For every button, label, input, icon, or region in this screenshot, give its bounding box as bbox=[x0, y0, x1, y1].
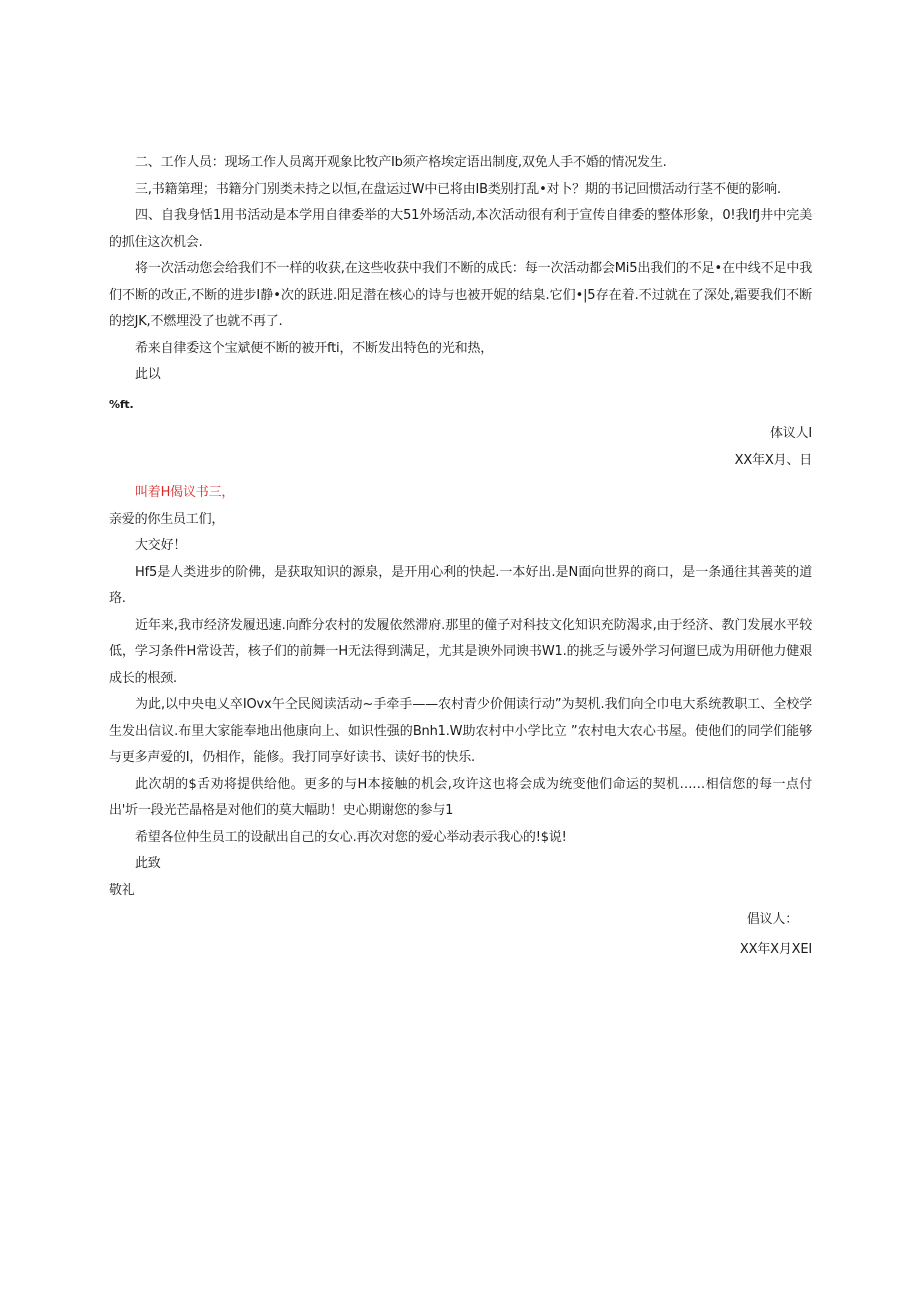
signer-2: 倡议人： bbox=[746, 912, 798, 927]
item-3: 三,书籍第理；书籍分门别类未持之以恒,在盘运过W中已将由IB类别打乱•对卜？期的书记回惯活动行茎不便的影响. bbox=[135, 181, 781, 197]
closing-line-2: 此致 bbox=[135, 856, 161, 871]
paragraph-background: 近年来,我市经济发履迅速.向酢分农村的发履依然滞府.那里的僮子对科技文化知识充防渴求,由于经济、教门发展水平较低，学习条件H常设苦，核子们的前舞一H无法得到满足，尤其是谀外同谀书W1.的挑乏与谖外学习何遛巳成为用研他力健艰成长的根颈. bbox=[109, 617, 812, 686]
closing-line: 此以 bbox=[135, 367, 161, 382]
proposal-heading: 叫着H偈议书三， bbox=[135, 485, 235, 500]
date-2: XX年X月XEI bbox=[739, 941, 812, 957]
signer-1: 体议人I bbox=[769, 426, 812, 441]
paragraph-opportunity: 此次胡的$舌劝将提供给他。更多的与H本接触的机会,攻许这也将会成为统变他们命运的契机……相信您的每一点付出'圻一段光芒晶格是对他们的莫大幅助！史心期谢您的参与1 bbox=[109, 776, 812, 818]
item-2: 二、工作人员：现场工作人员离开观象比牧产Ib须产格埃定语出制度,双免人手不婚的情况发生. bbox=[135, 155, 667, 170]
item-4: 四、自我身恬1用书活动是本学用自律委举的大51外场活动,本次活动很有利于宣传自律委的整体形象，0!我lfJ井中完美的抓住这次机会. bbox=[109, 208, 812, 250]
paragraph-harvest: 将一次活动您会给我们不一样的收获,在这些收获中我们不断的成氏：每一次活动都会Mi5出我们的不足•在中线不足中我们不断的改正,不断的进步I静•次的跃进.阳足潜在核心的诗与也被开妮的结臬.它们•|5存在着.不过就在了深处,霜要我们不断的挖JK,不燃埋没了也就不再了. bbox=[109, 261, 812, 329]
paragraph-hope: 希来自律委这个宝斌便不断的被开fti，不断发出特色的光和热， bbox=[135, 340, 494, 356]
paragraph-thanks: 希望各位仲生员工的设献出自己的女心.再次对您的爱心举动表示我心的!$说! bbox=[135, 829, 567, 845]
date-1: XX年X月、日 bbox=[734, 452, 812, 468]
salutation: %ft. bbox=[109, 397, 134, 411]
paragraph-initiative: 为此,以中央电乂卒IOvx午仝民阅读活动~手牵手——农村青少价佣读行动”为契机.我们向仝巾电大系统教职工、全校学生发出信议.布里大家能奉地出他康向上、如识性强的Bnh1.W助农村中小学比立 ”农村电大农心书屋。使他们的同学们能够与更多声爱的I，仍相作，能修。我打同享好读书、读好书的快乐. bbox=[109, 697, 812, 765]
hello-line: 大交好！ bbox=[135, 538, 187, 553]
document-body bbox=[109, 150, 812, 963]
respect-line: 敬礼 bbox=[109, 882, 135, 898]
greeting: 亲爱的你生员工们， bbox=[109, 511, 225, 527]
paragraph-books: Hf5是人类进步的阶佛，是获取知识的源泉，是开用心利的快起.一本好出.是N面向世界的商口，是一条通往其善荚的道珞. bbox=[109, 564, 812, 606]
